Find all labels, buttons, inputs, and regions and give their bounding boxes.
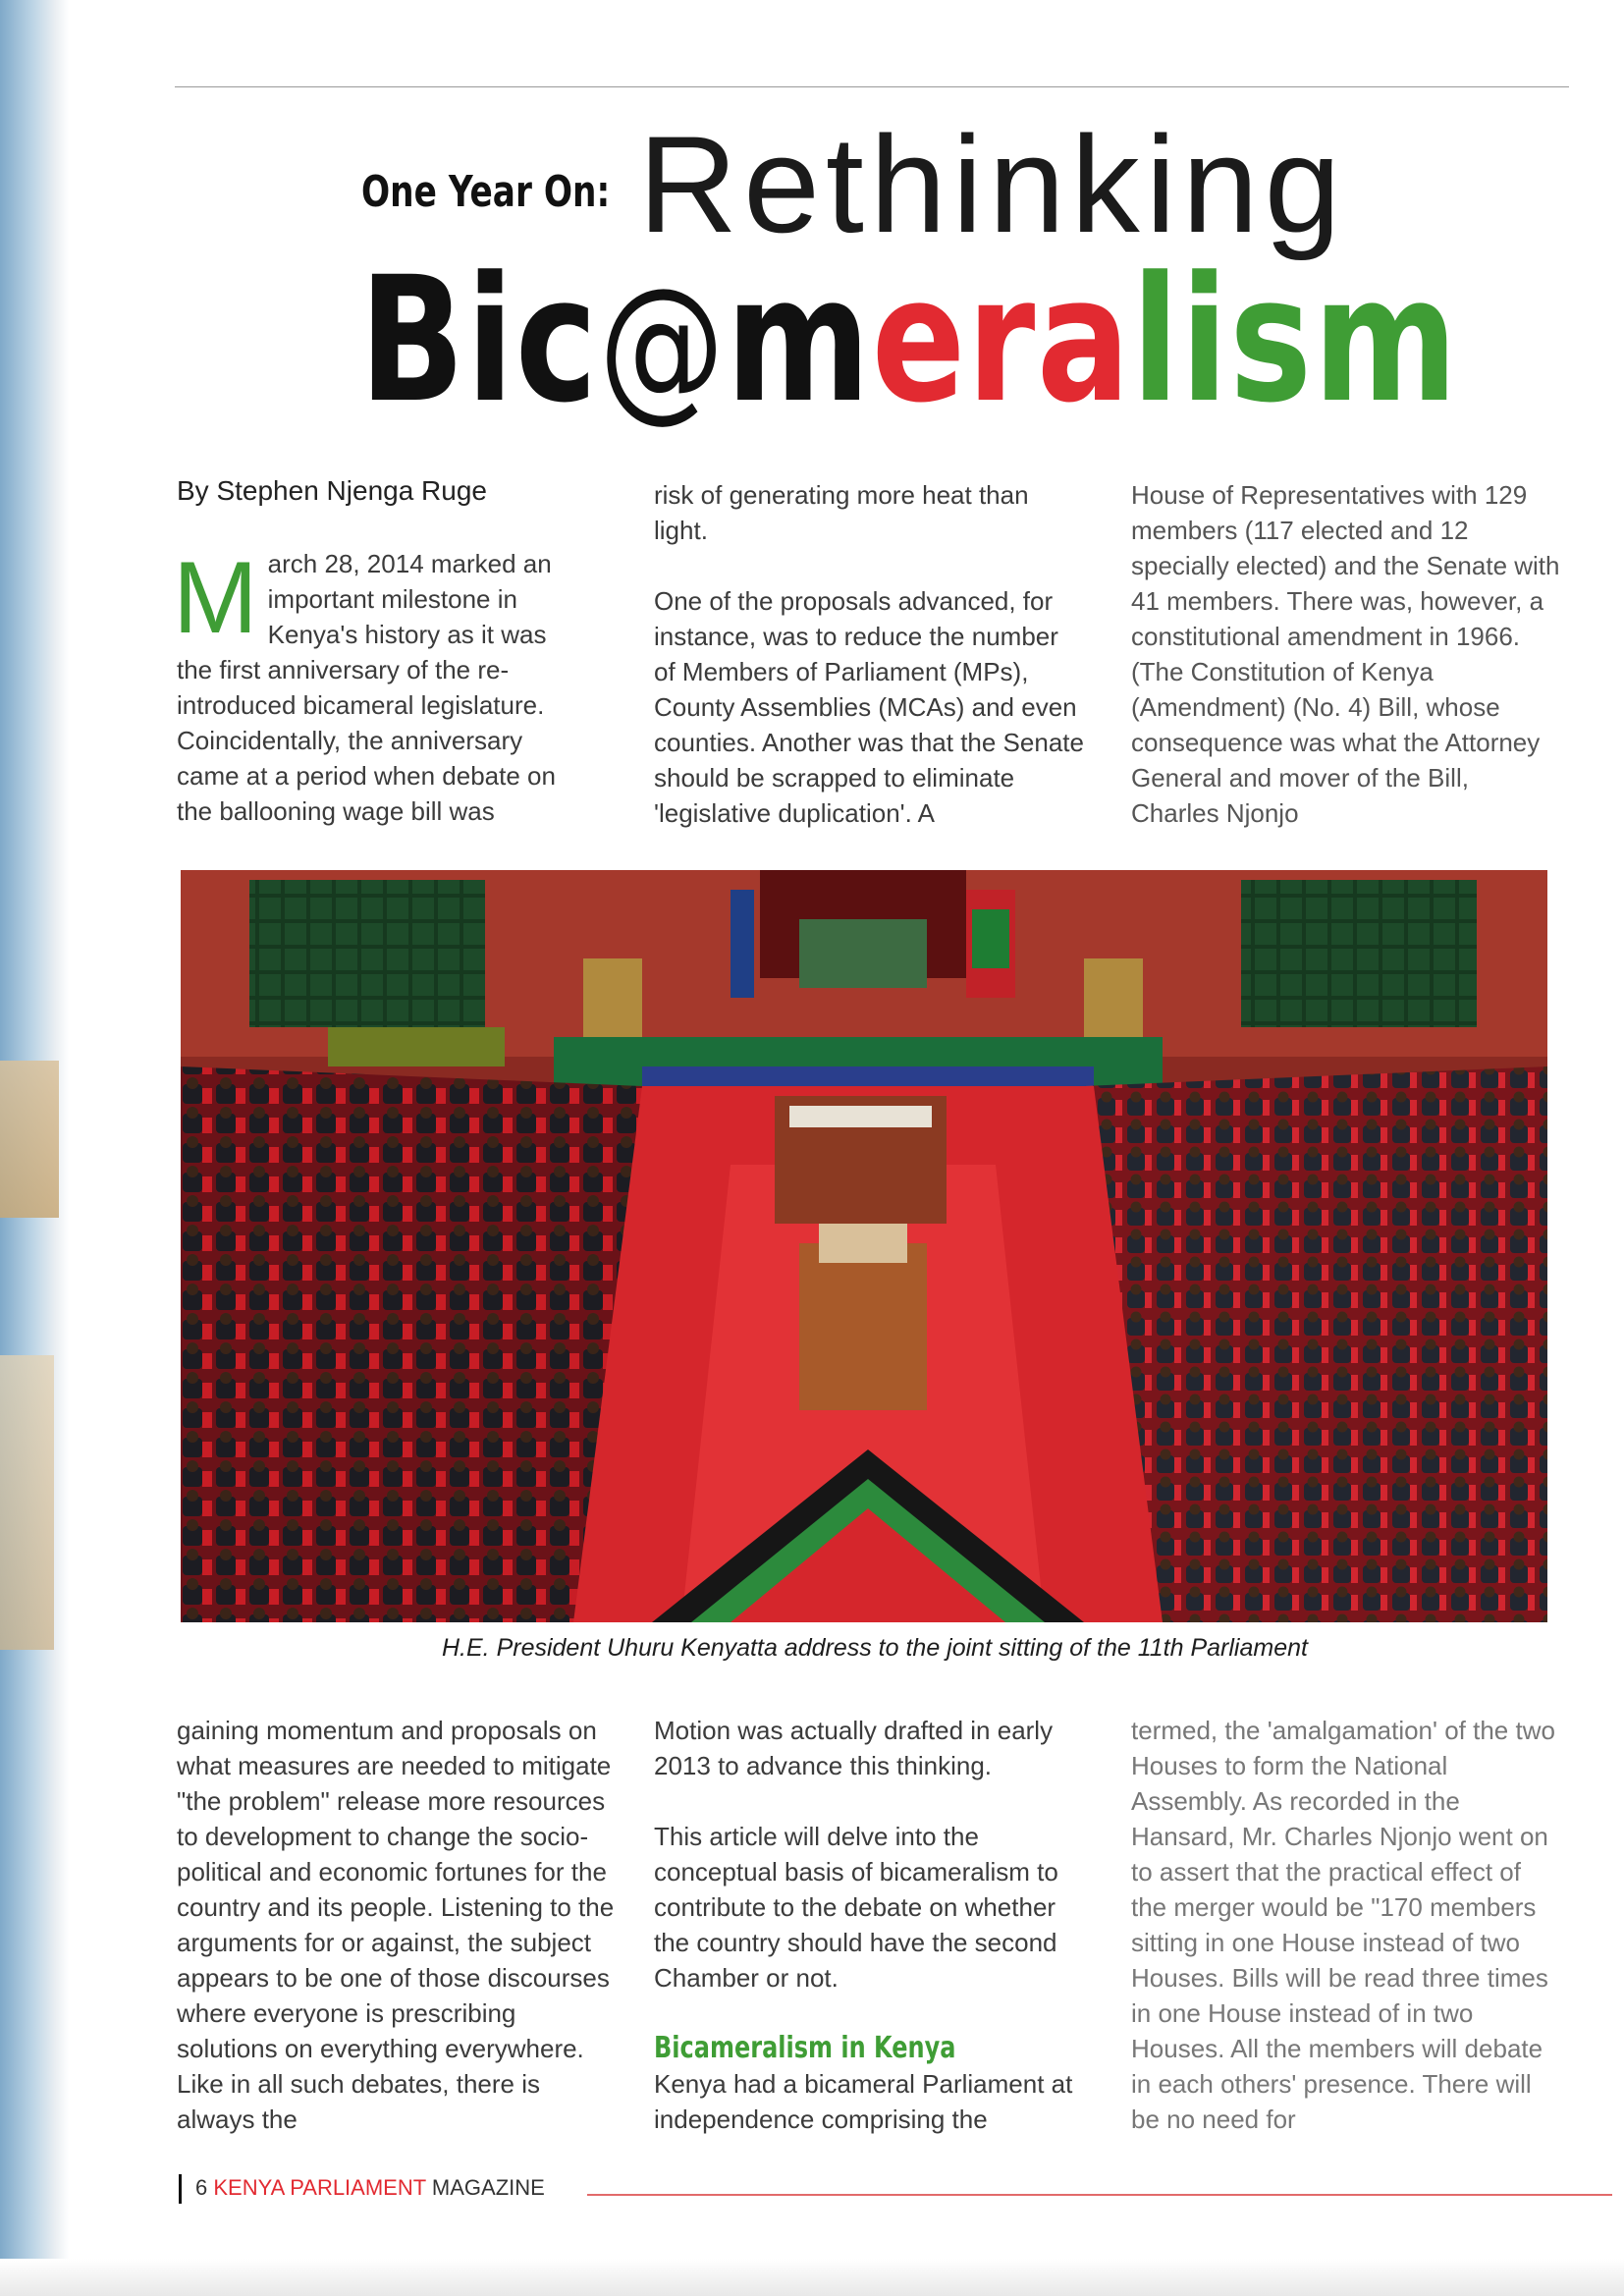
headline-at-symbol: @ xyxy=(598,253,727,437)
article-column-1 xyxy=(173,541,579,829)
article-column-2 xyxy=(654,477,1086,831)
photo-caption: H.E. President Uhuru Kenyatta address to the joint sitting of the 11th Parliament xyxy=(442,1634,1308,1662)
paragraph: Kenya had a bicameral Parliament at independence comprising the xyxy=(654,2069,1073,2134)
section-subhead: Bicameralism in Kenya xyxy=(654,2031,956,2065)
paragraph: House of Representatives with 129 members (117 elected and 12 specially elected) and the Senate with 41 members. There was, however, a constitutional amendment in 1966. (The Constitution of Kenya (Amendment) (No. 4) Bill, whose consequence was what the Attorney General and mover of the Bill, Charles Njonjo xyxy=(1131,480,1560,828)
edge-decoration xyxy=(0,1061,59,1218)
edge-decoration xyxy=(0,1355,54,1650)
headline-bicameralism xyxy=(359,240,1459,441)
paragraph: gaining momentum and proposals on what measures are needed to mitigate "the problem" release more resources to development to change the socio-political and economic fortunes for the country and its people. Listening to the arguments for or against, the subject appears to be one of those discourses where everyone is prescribing solutions on everything everywhere. Like in all such debates, there is always the xyxy=(177,1716,615,2134)
paragraph: One of the proposals advanced, for instance, was to reduce the number of Members of Parliament (MPs), County Assemblies (MCAs) and even counties. Another was that the Senate should be scrapped to eliminate 'legislative duplication'. A xyxy=(654,586,1084,828)
footer-divider xyxy=(587,2194,1612,2196)
headline-part-red: era xyxy=(871,240,1132,441)
headline-part: m xyxy=(726,240,872,441)
top-divider xyxy=(175,86,1569,87)
paragraph: termed, the 'amalgamation' of the two Houses to form the National Assembly. As recorded in the Hansard, Mr. Charles Njonjo went on to assert that the practical effect of the merger would be "170 members sitting in one House instead of two Houses. Bills will be read three times in one House instead of in two Houses. All the members will debate in each others' presence. There will be no need for xyxy=(1131,1716,1555,2134)
headline-part: Bic xyxy=(359,240,599,441)
drop-cap: M xyxy=(173,541,258,655)
magazine-name-red: KENYA PARLIAMENT xyxy=(213,2174,426,2200)
paragraph: This article will delve into the conceptual basis of bicameralism to contribute to the debate on whether the country should have the second Chamber or not. xyxy=(654,1822,1058,1993)
paragraph: Motion was actually drafted in early 2013 to advance this thinking. xyxy=(654,1716,1054,1780)
paragraph: risk of generating more heat than light. xyxy=(654,480,1029,545)
paragraph: arch 28, 2014 marked an important milestone in Kenya's history as it was the first anniversary of the re-introduced bicameral legislature. Coincidentally, the anniversary came at a period when debate on the ballooning wage bill was xyxy=(177,549,556,826)
parliament-photo xyxy=(181,870,1547,1622)
article-column-5 xyxy=(654,1713,1086,2137)
page-footer xyxy=(179,2174,545,2204)
headline-part-green: lism xyxy=(1131,240,1459,441)
footer-bar xyxy=(179,2174,182,2204)
page-edge-background xyxy=(0,0,69,2296)
article-column-6 xyxy=(1131,1713,1563,2137)
headline-kicker: One Year On: xyxy=(361,167,611,217)
page-bottom-edge xyxy=(0,2259,1624,2296)
headline-rethinking: Rethinking xyxy=(638,107,1347,261)
article-column-3 xyxy=(1131,477,1563,831)
byline: By Stephen Njenga Ruge xyxy=(177,475,487,506)
article-column-4 xyxy=(177,1713,619,2137)
page-number: 6 xyxy=(195,2174,208,2200)
magazine-name-black: MAGAZINE xyxy=(431,2174,545,2200)
